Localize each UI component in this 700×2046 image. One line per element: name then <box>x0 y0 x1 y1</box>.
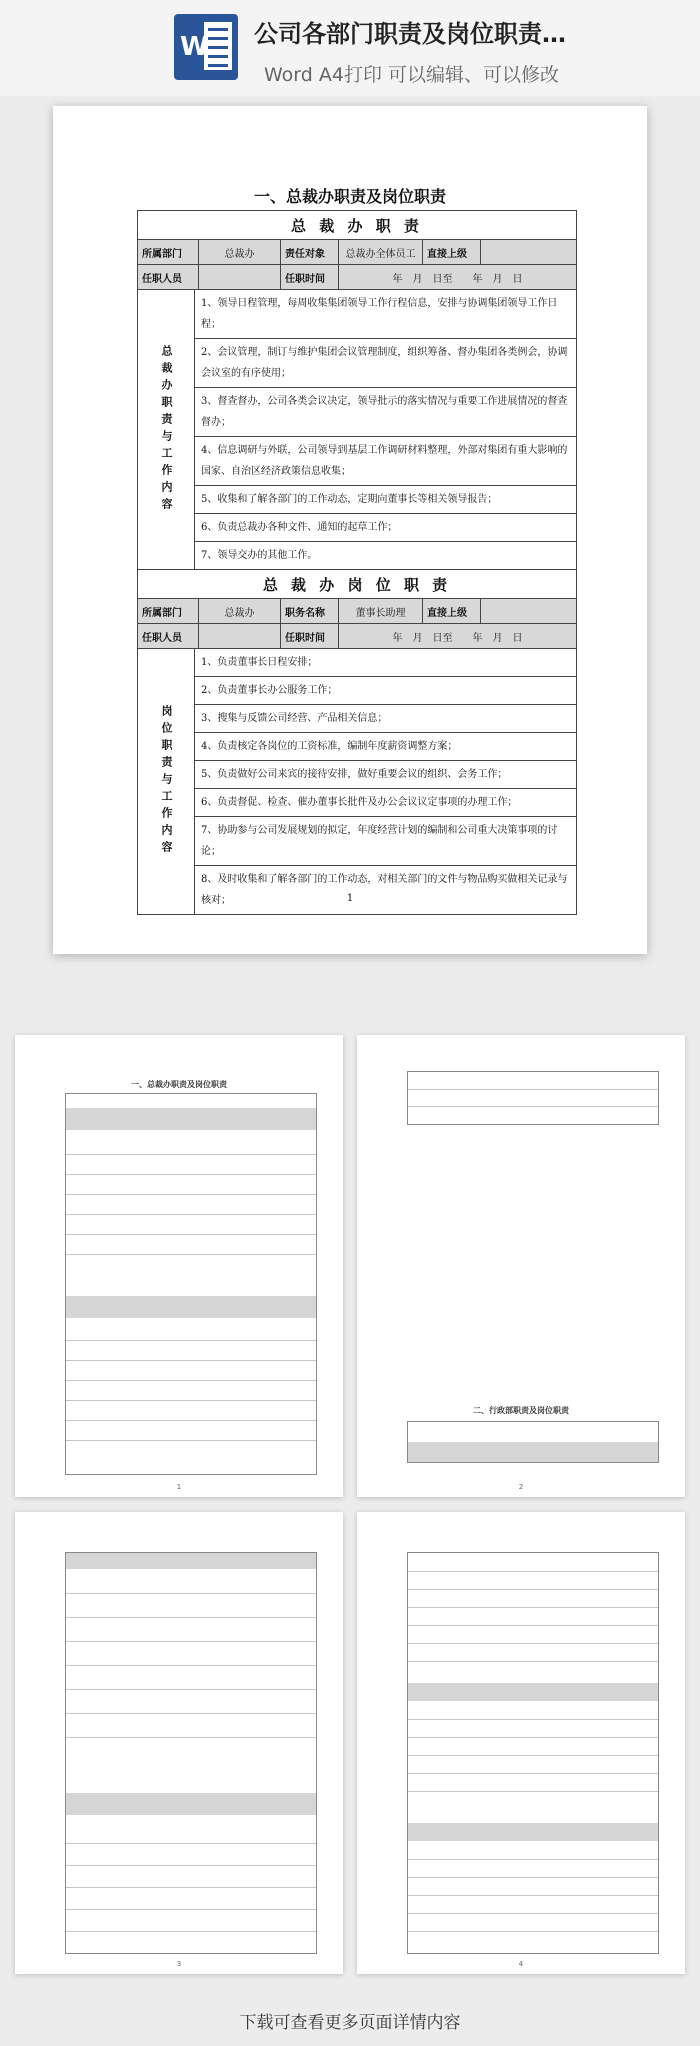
duty-item: 2、会议管理，制订与维护集团会议管理制度，组织筹备、督办集团各类例会，协调会议室的有序使用； <box>195 338 576 387</box>
document-title: 公司各部门职责及岗位职责… <box>254 20 566 48</box>
section-heading: 总 裁 办 岗 位 职 责 <box>138 569 576 598</box>
duty-item: 6、负责督促、检查、催办董事长批件及办公会议议定事项的办理工作； <box>195 788 576 816</box>
duties-block <box>138 648 576 914</box>
value-cell <box>198 624 280 648</box>
thumbnail-page-number: 1 <box>176 1483 182 1491</box>
page-heading: 一、总裁办职责及岗位职责 <box>253 187 446 206</box>
value-cell <box>198 265 280 289</box>
thumbnail-table <box>65 1093 317 1475</box>
value-cell: 年 月 日至 年 月 日 <box>338 624 576 648</box>
thumbnail-heading: 一、总裁办职责及岗位职责 <box>131 1080 227 1089</box>
section-heading: 总 裁 办 职 责 <box>291 216 423 235</box>
duty-list <box>195 649 576 914</box>
value-cell: 董事长助理 <box>338 599 422 623</box>
info-row <box>138 239 576 264</box>
word-icon: W <box>174 14 238 80</box>
thumbnail-page-1[interactable] <box>15 1035 343 1497</box>
thumbnail-table <box>407 1071 659 1125</box>
info-row <box>138 623 576 648</box>
thumbnail-page-4[interactable] <box>357 1512 685 1974</box>
duty-item: 2、负责董事长办公服务工作； <box>195 676 576 704</box>
duty-table <box>137 210 577 915</box>
duty-item: 5、负责做好公司来宾的接待安排，做好重要会议的组织、会务工作； <box>195 760 576 788</box>
thumbnail-table <box>407 1421 659 1463</box>
page-number: 1 <box>346 893 354 904</box>
label-cell: 任职时间 <box>280 624 338 648</box>
value-cell <box>480 599 576 623</box>
thumbnail-page-number: 3 <box>176 1960 182 1968</box>
info-row <box>138 598 576 623</box>
duty-item: 4、信息调研与外联，公司领导到基层工作调研材料整理，外部对集团有重大影响的国家、自治区经济政策信息收集； <box>195 436 576 485</box>
duty-item: 3、督查督办，公司各类会议决定，领导批示的落实情况与重要工作进展情况的督查督办； <box>195 387 576 436</box>
label-cell: 直接上级 <box>422 599 480 623</box>
thumbnail-page-number: 4 <box>518 1960 524 1968</box>
value-cell: 总裁办全体员工 <box>338 240 422 264</box>
thumbnail-table <box>407 1552 659 1954</box>
label-cell: 所属部门 <box>142 607 182 619</box>
duty-item: 7、协助参与公司发展规划的拟定，年度经营计划的编制和公司重大决策事项的讨论； <box>195 816 576 865</box>
thumbnail-page-2[interactable] <box>357 1035 685 1497</box>
duty-item: 5、收集和了解各部门的工作动态，定期向董事长等相关领导报告； <box>195 485 576 513</box>
header <box>0 0 700 96</box>
label-cell: 任职人员 <box>142 273 182 285</box>
duty-item: 3、搜集与反馈公司经营、产品相关信息； <box>195 704 576 732</box>
label-cell: 职务名称 <box>280 599 338 623</box>
value-cell: 年 月 日至 年 月 日 <box>338 265 576 289</box>
label-cell: 直接上级 <box>422 240 480 264</box>
thumbnail-page-number: 2 <box>518 1483 524 1491</box>
thumbnail-page-3[interactable] <box>15 1512 343 1974</box>
side-label: 总裁办职责与工作内容 <box>138 290 195 569</box>
value-cell: 总裁办 <box>198 599 280 623</box>
duty-item: 1、领导日程管理，每周收集集团领导工作行程信息，安排与协调集团领导工作日程； <box>201 298 558 330</box>
value-cell <box>480 240 576 264</box>
duty-item: 8、及时收集和了解各部门的工作动态，对相关部门的文件与物品购买做相关记录与核对； <box>195 865 576 914</box>
duty-item: 6、负责总裁办各种文件、通知的起草工作； <box>195 513 576 541</box>
duties-block <box>138 289 576 569</box>
label-cell: 任职人员 <box>142 632 182 644</box>
value-cell: 总裁办 <box>198 240 280 264</box>
info-row <box>138 264 576 289</box>
download-more-link[interactable]: 下载可查看更多页面详情内容 <box>239 2013 461 2033</box>
thumbnail-table <box>65 1552 317 1954</box>
label-cell: 责任对象 <box>280 240 338 264</box>
label-cell: 任职时间 <box>280 265 338 289</box>
document-subtitle: Word A4打印 可以编辑、可以修改 <box>264 64 560 86</box>
side-label: 岗位职责与工作内容 <box>138 649 195 914</box>
duty-item: 4、负责核定各岗位的工资标准，编制年度薪资调整方案； <box>195 732 576 760</box>
duty-item: 7、领导交办的其他工作。 <box>195 541 576 569</box>
thumbnail-heading: 二、行政部职责及岗位职责 <box>473 1406 569 1415</box>
duty-list <box>195 290 576 569</box>
label-cell: 所属部门 <box>142 248 182 260</box>
preview-page-1 <box>53 106 647 954</box>
duty-item: 1、负责董事长日程安排； <box>201 657 318 668</box>
